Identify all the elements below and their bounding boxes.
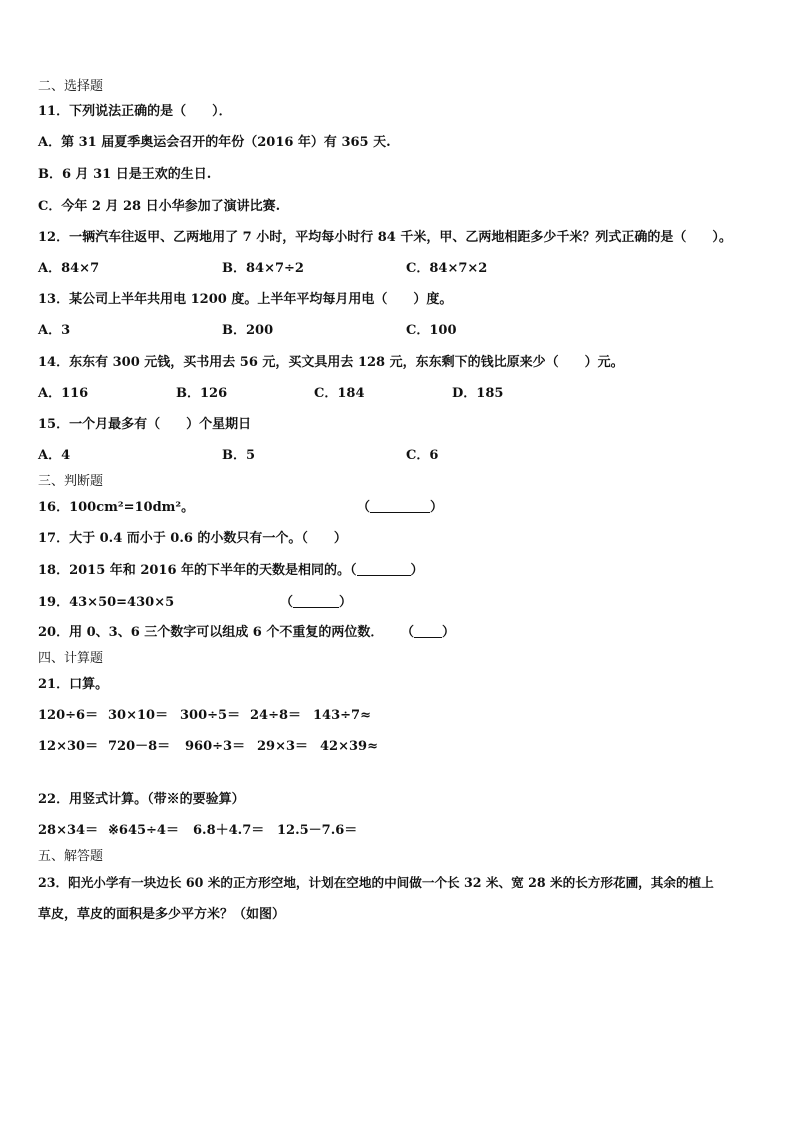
question-15-option-a: A．4 <box>38 448 71 463</box>
section-heading-choice: 二、选择题 <box>38 79 104 94</box>
question-13-option-c: C．100 <box>406 323 457 338</box>
question-18-row <box>38 562 424 580</box>
vertical-calc-item: 6.8＋4.7＝ <box>193 823 265 838</box>
question-11-option-a: A．第 31 届夏季奥运会召开的年份（2016 年）有 365 天. <box>38 135 391 150</box>
vertical-calc-item: 12.5－7.6＝ <box>277 823 358 838</box>
question-19-stem: 19．43×50=430×5 <box>38 595 175 610</box>
paren-right: ） <box>339 595 353 610</box>
question-21-stem: 21．口算。 <box>38 677 109 692</box>
paren-right: ） <box>430 500 444 515</box>
mental-calc-item: 300÷5＝ <box>180 708 241 723</box>
vertical-calc-item: 28×34＝ <box>38 823 99 838</box>
question-15-option-b: B．5 <box>222 448 256 463</box>
mental-calc-item: 42×39≈ <box>320 739 378 754</box>
paren-left: （ <box>357 500 371 515</box>
question-14-option-b: B．126 <box>176 386 228 401</box>
question-20-answer-blank[interactable] <box>401 624 455 642</box>
mental-calc-item: 12×30＝ <box>38 739 99 754</box>
paren-left: （ <box>280 595 294 610</box>
answer-underline <box>370 500 430 513</box>
question-14-option-c: C．184 <box>314 386 365 401</box>
question-14-stem: 14．东东有 300 元钱，买书用去 56 元，买文具用去 128 元，东东剩下的钱比原来少（ ）元。 <box>38 355 624 370</box>
question-12-option-b: B．84×7÷2 <box>222 261 304 276</box>
section-heading-calculation: 四、计算题 <box>38 651 104 666</box>
question-17-stem: 17．大于 0.4 而小于 0.6 的小数只有一个。（ ） <box>38 531 347 546</box>
question-14-option-d: D．185 <box>452 386 504 401</box>
question-12-stem: 12．一辆汽车往返甲、乙两地用了 7 小时，平均每小时行 84 千米，甲、乙两地相距多少千米？列式正确的是（ ）。 <box>38 230 732 245</box>
mental-calc-item: 720－8＝ <box>108 739 171 754</box>
question-15-option-c: C．6 <box>406 448 439 463</box>
vertical-calc-item: ※645÷4＝ <box>108 823 179 838</box>
question-16-answer-blank[interactable] <box>357 499 443 517</box>
section-heading-judgement: 三、判断题 <box>38 474 104 489</box>
question-19-answer-blank[interactable] <box>280 594 352 612</box>
question-12-option-c: C．84×7×2 <box>406 261 488 276</box>
question-16-stem: 16．100cm²=10dm²。 <box>38 500 195 515</box>
question-15-stem: 15．一个月最多有（ ）个星期日 <box>38 417 252 432</box>
answer-underline <box>293 595 339 608</box>
question-11-option-c: C．今年 2 月 28 日小华参加了演讲比赛. <box>38 199 281 214</box>
mental-calc-item: 29×3＝ <box>257 739 309 754</box>
mental-calc-item: 24÷8＝ <box>250 708 302 723</box>
question-20-stem: 20．用 0、3、6 三个数字可以组成 6 个不重复的两位数． <box>38 625 384 640</box>
question-18-stem: 18．2015 年和 2016 年的下半年的天数是相同的。（ <box>38 563 357 578</box>
question-13-option-b: B．200 <box>222 323 274 338</box>
question-11-stem: 11．下列说法正确的是（ ）． <box>38 104 232 119</box>
paren-right: ） <box>410 563 424 578</box>
mental-calc-item: 143÷7≈ <box>313 708 371 723</box>
question-14-option-a: A．116 <box>38 386 89 401</box>
paren-left: （ <box>401 625 415 640</box>
question-23-line-2: 草皮，草皮的面积是多少平方米？（如图） <box>38 907 286 922</box>
question-18-answer-blank[interactable] <box>357 563 411 576</box>
answer-underline <box>414 625 442 638</box>
question-13-stem: 13．某公司上半年共用电 1200 度。上半年平均每月用电（ ）度。 <box>38 292 453 307</box>
question-12-option-a: A．84×7 <box>38 261 100 276</box>
question-22-stem: 22．用竖式计算。（带※的要验算） <box>38 792 245 807</box>
mental-calc-item: 30×10＝ <box>108 708 169 723</box>
mental-calc-item: 120÷6＝ <box>38 708 99 723</box>
question-11-option-b: B．6 月 31 日是王欢的生日. <box>38 167 212 182</box>
question-13-option-a: A．3 <box>38 323 71 338</box>
section-heading-word-problems: 五、解答题 <box>38 849 104 864</box>
mental-calc-item: 960÷3＝ <box>185 739 246 754</box>
question-23-line-1: 23．阳光小学有一块边长 60 米的正方形空地，计划在空地的中间做一个长 32 米、宽 28 米的长方形花圃，其余的植上 <box>38 875 714 890</box>
paren-right: ） <box>442 625 456 640</box>
